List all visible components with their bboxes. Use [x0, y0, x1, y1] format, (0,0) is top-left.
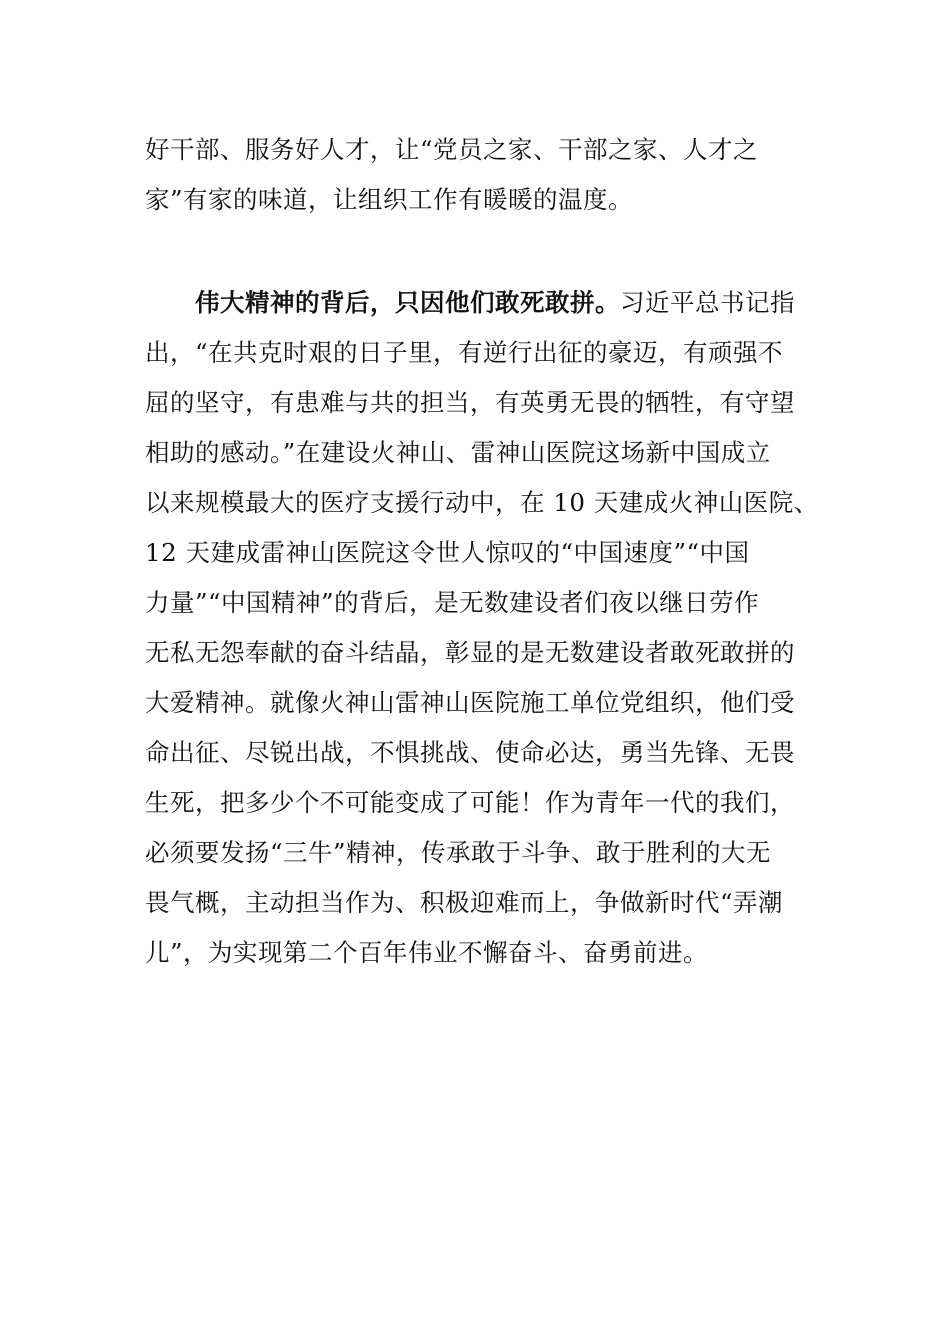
text-line: 必须要发扬“三牛”精神，传承敢于斗争、敢于胜利的大无: [145, 838, 772, 867]
continuation-paragraph: [145, 125, 825, 225]
text-line: 出，“在共克时艰的日子里，有逆行出征的豪迈，有顽强不: [145, 338, 784, 367]
first-line: [145, 278, 825, 328]
text-line: 屈的坚守，有患难与共的担当，有英勇无畏的牺牲，有守望: [145, 388, 795, 417]
text-line: 大爱精神。就像火神山雷神山医院施工单位党组织，他们受: [145, 688, 795, 717]
text-line: 相助的感动。”在建设火神山、雷神山医院这场新中国成立: [145, 438, 771, 467]
text-line: 家”有家的味道，让组织工作有暖暖的温度。: [145, 185, 634, 214]
text-line: 力量”“中国精神”的背后，是无数建设者们夜以继日劳作: [145, 588, 760, 617]
text-line: 生死，把多少个不可能变成了可能！作为青年一代的我们，: [145, 788, 795, 817]
text-line: 好干部、服务好人才，让“党员之家、干部之家、人才之: [145, 135, 759, 164]
text-line: 12 天建成雷神山医院这令世人惊叹的“中国速度”“中国: [145, 538, 750, 567]
text-line: 以来规模最大的医疗支援行动中，在 10 天建成火神山医院、: [145, 488, 819, 517]
text-line: 无私无怨奉献的奋斗结晶，彰显的是无数建设者敢死敢拼的: [145, 638, 795, 667]
first-line-text: 习近平总书记指: [620, 288, 795, 317]
text-line: 命出征、尽锐出战，不惧挑战、使命必达，勇当先锋、无畏: [145, 738, 795, 767]
bold-lead-sentence: 伟大精神的背后，只因他们敢死敢拼。: [195, 288, 620, 317]
text-line: 畏气概，主动担当作为、积极迎难而上，争做新时代“弄潮: [145, 888, 784, 917]
text-line: 儿”，为实现第二个百年伟业不懈奋斗、奋勇前进。: [145, 938, 709, 967]
section-paragraph: [145, 278, 825, 978]
